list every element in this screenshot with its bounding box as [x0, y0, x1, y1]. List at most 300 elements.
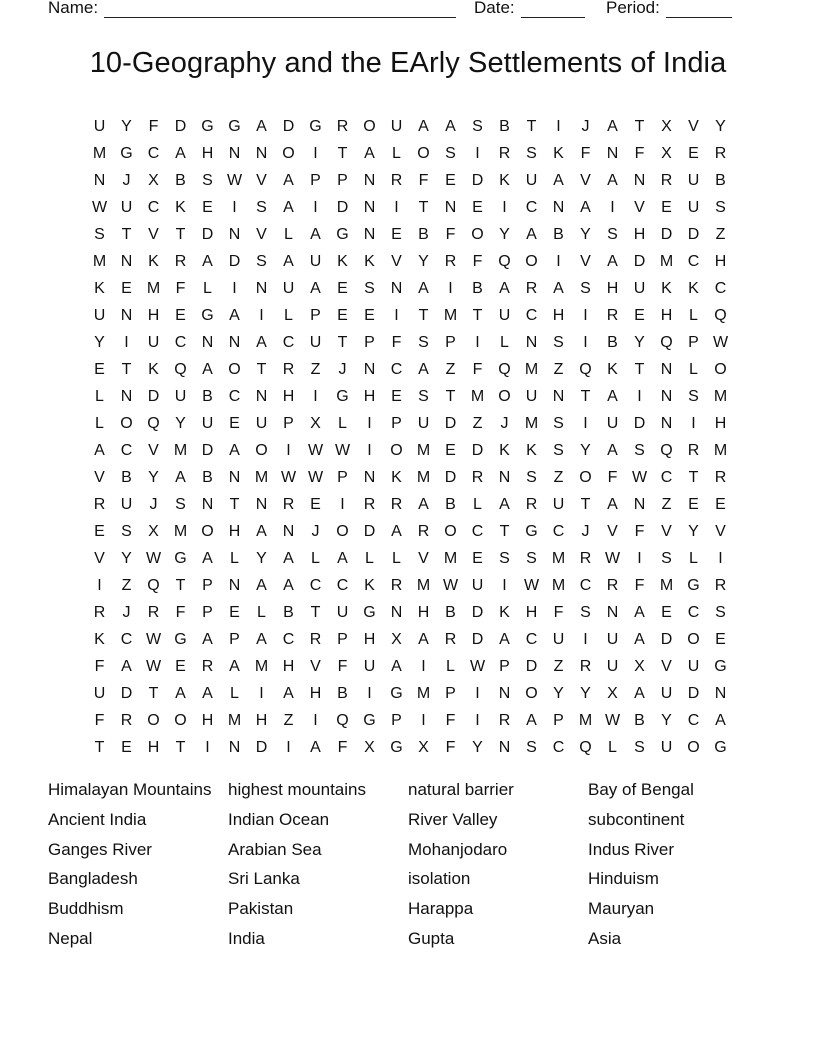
grid-letter[interactable]: A: [391, 658, 402, 675]
grid-letter[interactable]: A: [418, 361, 429, 378]
grid-letter[interactable]: N: [552, 199, 565, 216]
grid-letter[interactable]: C: [660, 469, 673, 486]
grid-letter[interactable]: J: [338, 361, 347, 378]
grid-letter[interactable]: L: [311, 550, 320, 567]
grid-letter[interactable]: K: [391, 469, 402, 486]
grid-letter[interactable]: P: [229, 631, 240, 648]
grid-letter[interactable]: G: [336, 226, 349, 243]
grid-letter[interactable]: M: [92, 253, 107, 270]
grid-letter[interactable]: C: [336, 577, 349, 594]
grid-letter[interactable]: M: [551, 577, 566, 594]
grid-letter[interactable]: O: [228, 361, 241, 378]
grid-letter[interactable]: R: [282, 496, 295, 513]
grid-letter[interactable]: H: [282, 658, 295, 675]
grid-letter[interactable]: X: [148, 523, 159, 540]
grid-letter[interactable]: I: [637, 388, 642, 405]
grid-letter[interactable]: R: [714, 469, 727, 486]
grid-letter[interactable]: F: [472, 253, 483, 270]
grid-letter[interactable]: B: [283, 604, 294, 621]
grid-letter[interactable]: S: [526, 469, 537, 486]
grid-letter[interactable]: Y: [175, 415, 186, 432]
grid-letter[interactable]: L: [284, 307, 293, 324]
grid-letter[interactable]: V: [391, 253, 402, 270]
grid-letter[interactable]: L: [392, 145, 401, 162]
grid-letter[interactable]: C: [228, 388, 241, 405]
grid-letter[interactable]: N: [606, 145, 619, 162]
grid-letter[interactable]: T: [175, 739, 186, 756]
grid-letter[interactable]: Y: [472, 739, 483, 756]
grid-letter[interactable]: A: [283, 550, 294, 567]
grid-letter[interactable]: C: [471, 523, 484, 540]
grid-letter[interactable]: X: [310, 415, 321, 432]
grid-letter[interactable]: U: [363, 658, 376, 675]
grid-letter[interactable]: R: [174, 253, 187, 270]
grid-letter[interactable]: A: [553, 172, 564, 189]
grid-letter[interactable]: U: [552, 631, 565, 648]
grid-letter[interactable]: W: [91, 199, 108, 216]
grid-letter[interactable]: Y: [418, 253, 429, 270]
grid-letter[interactable]: N: [606, 604, 619, 621]
grid-letter[interactable]: R: [93, 604, 106, 621]
grid-letter[interactable]: W: [307, 469, 324, 486]
grid-letter[interactable]: Y: [715, 118, 726, 135]
grid-letter[interactable]: C: [714, 280, 727, 297]
grid-letter[interactable]: G: [714, 658, 727, 675]
grid-letter[interactable]: I: [583, 307, 588, 324]
grid-letter[interactable]: G: [714, 739, 727, 756]
grid-letter[interactable]: A: [94, 442, 105, 459]
grid-letter[interactable]: P: [310, 172, 321, 189]
grid-letter[interactable]: S: [553, 415, 564, 432]
grid-letter[interactable]: X: [364, 739, 375, 756]
grid-letter[interactable]: C: [579, 577, 592, 594]
grid-letter[interactable]: D: [201, 442, 214, 459]
grid-letter[interactable]: H: [714, 415, 727, 432]
grid-letter[interactable]: B: [715, 172, 726, 189]
grid-letter[interactable]: U: [309, 253, 322, 270]
grid-letter[interactable]: N: [228, 469, 241, 486]
grid-letter[interactable]: A: [229, 442, 240, 459]
grid-letter[interactable]: D: [147, 388, 160, 405]
grid-letter[interactable]: T: [580, 388, 591, 405]
grid-letter[interactable]: I: [340, 496, 345, 513]
grid-letter[interactable]: E: [175, 658, 186, 675]
grid-letter[interactable]: Y: [499, 226, 510, 243]
grid-letter[interactable]: I: [610, 199, 615, 216]
grid-letter[interactable]: F: [148, 118, 159, 135]
grid-letter[interactable]: C: [552, 523, 565, 540]
grid-letter[interactable]: B: [553, 226, 564, 243]
grid-letter[interactable]: S: [715, 199, 726, 216]
grid-letter[interactable]: P: [391, 712, 402, 729]
grid-letter[interactable]: S: [580, 280, 591, 297]
grid-letter[interactable]: A: [202, 361, 213, 378]
grid-letter[interactable]: Q: [660, 442, 673, 459]
grid-letter[interactable]: B: [121, 469, 132, 486]
grid-letter[interactable]: H: [201, 712, 214, 729]
grid-letter[interactable]: I: [286, 739, 291, 756]
grid-letter[interactable]: F: [418, 172, 429, 189]
grid-letter[interactable]: L: [338, 415, 347, 432]
grid-letter[interactable]: S: [445, 145, 456, 162]
grid-letter[interactable]: A: [283, 577, 294, 594]
grid-letter[interactable]: B: [499, 118, 510, 135]
grid-letter[interactable]: K: [148, 253, 159, 270]
grid-letter[interactable]: E: [202, 199, 213, 216]
grid-letter[interactable]: I: [124, 334, 129, 351]
grid-letter[interactable]: R: [363, 496, 376, 513]
grid-letter[interactable]: R: [120, 712, 133, 729]
grid-letter[interactable]: N: [363, 361, 376, 378]
grid-letter[interactable]: A: [175, 685, 186, 702]
grid-letter[interactable]: W: [523, 577, 540, 594]
grid-letter[interactable]: U: [120, 496, 133, 513]
grid-letter[interactable]: P: [310, 307, 321, 324]
grid-letter[interactable]: H: [282, 388, 295, 405]
grid-letter[interactable]: A: [553, 280, 564, 297]
grid-letter[interactable]: A: [256, 118, 267, 135]
grid-letter[interactable]: H: [552, 307, 565, 324]
grid-letter[interactable]: D: [633, 253, 646, 270]
grid-letter[interactable]: T: [418, 307, 429, 324]
grid-letter[interactable]: D: [444, 415, 457, 432]
grid-letter[interactable]: Q: [147, 577, 160, 594]
grid-letter[interactable]: Z: [715, 226, 726, 243]
grid-letter[interactable]: A: [229, 658, 240, 675]
grid-letter[interactable]: Q: [498, 253, 511, 270]
grid-letter[interactable]: N: [282, 523, 295, 540]
grid-letter[interactable]: R: [390, 172, 403, 189]
grid-letter[interactable]: M: [254, 658, 269, 675]
grid-letter[interactable]: F: [634, 145, 645, 162]
grid-letter[interactable]: R: [444, 253, 457, 270]
grid-letter[interactable]: O: [525, 253, 538, 270]
grid-letter[interactable]: F: [94, 658, 105, 675]
grid-letter[interactable]: N: [201, 496, 214, 513]
grid-letter[interactable]: Z: [283, 712, 294, 729]
grid-letter[interactable]: K: [94, 631, 105, 648]
grid-letter[interactable]: S: [499, 550, 510, 567]
grid-letter[interactable]: E: [661, 604, 672, 621]
grid-letter[interactable]: N: [633, 172, 646, 189]
grid-letter[interactable]: P: [337, 631, 348, 648]
grid-letter[interactable]: K: [661, 280, 672, 297]
grid-letter[interactable]: D: [525, 658, 538, 675]
grid-letter[interactable]: X: [391, 631, 402, 648]
grid-letter[interactable]: E: [634, 307, 645, 324]
grid-letter[interactable]: S: [553, 442, 564, 459]
grid-letter[interactable]: A: [607, 388, 618, 405]
grid-letter[interactable]: Y: [661, 712, 672, 729]
grid-letter[interactable]: U: [687, 172, 700, 189]
grid-letter[interactable]: B: [445, 604, 456, 621]
grid-letter[interactable]: Z: [553, 469, 564, 486]
grid-letter[interactable]: P: [445, 334, 456, 351]
grid-letter[interactable]: M: [416, 685, 431, 702]
grid-letter[interactable]: A: [418, 496, 429, 513]
grid-letter[interactable]: R: [444, 631, 457, 648]
grid-letter[interactable]: A: [175, 145, 186, 162]
grid-letter[interactable]: D: [444, 469, 457, 486]
grid-letter[interactable]: T: [256, 361, 267, 378]
grid-letter[interactable]: V: [688, 118, 699, 135]
grid-letter[interactable]: M: [227, 712, 242, 729]
grid-letter[interactable]: Y: [121, 118, 132, 135]
grid-letter[interactable]: A: [310, 739, 321, 756]
grid-letter[interactable]: H: [363, 388, 376, 405]
grid-letter[interactable]: S: [661, 550, 672, 567]
grid-letter[interactable]: E: [229, 604, 240, 621]
grid-letter[interactable]: A: [283, 685, 294, 702]
grid-letter[interactable]: U: [174, 388, 187, 405]
grid-letter[interactable]: A: [121, 658, 132, 675]
grid-letter[interactable]: W: [145, 631, 162, 648]
grid-letter[interactable]: V: [715, 523, 726, 540]
grid-letter[interactable]: Q: [498, 361, 511, 378]
grid-letter[interactable]: G: [390, 739, 403, 756]
grid-letter[interactable]: F: [445, 712, 456, 729]
grid-letter[interactable]: L: [95, 388, 104, 405]
grid-letter[interactable]: G: [120, 145, 133, 162]
grid-letter[interactable]: T: [688, 469, 699, 486]
grid-letter[interactable]: N: [660, 361, 673, 378]
grid-letter[interactable]: A: [445, 118, 456, 135]
grid-letter[interactable]: A: [202, 253, 213, 270]
grid-letter[interactable]: T: [148, 685, 159, 702]
grid-letter[interactable]: T: [634, 118, 645, 135]
grid-letter[interactable]: L: [365, 550, 374, 567]
grid-letter[interactable]: G: [363, 712, 376, 729]
grid-letter[interactable]: A: [229, 307, 240, 324]
grid-letter[interactable]: M: [173, 442, 188, 459]
grid-letter[interactable]: V: [148, 442, 159, 459]
grid-letter[interactable]: S: [175, 496, 186, 513]
grid-letter[interactable]: B: [175, 172, 186, 189]
grid-letter[interactable]: B: [202, 469, 213, 486]
grid-letter[interactable]: P: [202, 604, 213, 621]
grid-letter[interactable]: W: [280, 469, 297, 486]
grid-letter[interactable]: R: [309, 631, 322, 648]
grid-letter[interactable]: D: [471, 172, 484, 189]
grid-letter[interactable]: N: [255, 280, 268, 297]
grid-letter[interactable]: Z: [472, 415, 483, 432]
grid-letter[interactable]: D: [282, 118, 295, 135]
grid-letter[interactable]: I: [448, 280, 453, 297]
grid-letter[interactable]: P: [553, 712, 564, 729]
grid-letter[interactable]: O: [471, 226, 484, 243]
grid-letter[interactable]: R: [579, 550, 592, 567]
grid-letter[interactable]: V: [580, 253, 591, 270]
grid-letter[interactable]: O: [444, 523, 457, 540]
grid-letter[interactable]: S: [688, 388, 699, 405]
grid-letter[interactable]: C: [147, 199, 160, 216]
grid-letter[interactable]: F: [634, 577, 645, 594]
grid-letter[interactable]: S: [634, 739, 645, 756]
grid-letter[interactable]: U: [120, 199, 133, 216]
grid-letter[interactable]: K: [553, 145, 564, 162]
grid-letter[interactable]: R: [417, 523, 430, 540]
grid-letter[interactable]: X: [418, 739, 429, 756]
grid-letter[interactable]: I: [583, 631, 588, 648]
grid-letter[interactable]: D: [471, 631, 484, 648]
grid-letter[interactable]: D: [201, 226, 214, 243]
grid-letter[interactable]: T: [418, 199, 429, 216]
grid-letter[interactable]: T: [229, 496, 240, 513]
grid-letter[interactable]: C: [525, 199, 538, 216]
grid-letter[interactable]: C: [687, 253, 700, 270]
grid-letter[interactable]: P: [202, 577, 213, 594]
grid-letter[interactable]: U: [525, 172, 538, 189]
grid-letter[interactable]: A: [283, 253, 294, 270]
grid-letter[interactable]: M: [443, 307, 458, 324]
grid-letter[interactable]: E: [688, 145, 699, 162]
grid-letter[interactable]: A: [337, 550, 348, 567]
grid-letter[interactable]: I: [313, 199, 318, 216]
grid-letter[interactable]: A: [634, 631, 645, 648]
grid-letter[interactable]: E: [364, 307, 375, 324]
grid-letter[interactable]: R: [471, 469, 484, 486]
grid-letter[interactable]: R: [390, 577, 403, 594]
grid-letter[interactable]: V: [607, 523, 618, 540]
grid-letter[interactable]: I: [502, 577, 507, 594]
grid-letter[interactable]: Z: [310, 361, 321, 378]
grid-letter[interactable]: S: [526, 145, 537, 162]
grid-letter[interactable]: K: [364, 253, 375, 270]
grid-letter[interactable]: J: [581, 118, 590, 135]
grid-letter[interactable]: B: [634, 712, 645, 729]
grid-letter[interactable]: V: [256, 172, 267, 189]
grid-letter[interactable]: L: [203, 280, 212, 297]
grid-letter[interactable]: U: [660, 685, 673, 702]
grid-letter[interactable]: N: [390, 280, 403, 297]
grid-letter[interactable]: V: [310, 658, 321, 675]
grid-letter[interactable]: F: [445, 226, 456, 243]
grid-letter[interactable]: D: [363, 523, 376, 540]
grid-letter[interactable]: W: [145, 550, 162, 567]
grid-letter[interactable]: W: [334, 442, 351, 459]
grid-letter[interactable]: V: [418, 550, 429, 567]
grid-letter[interactable]: M: [443, 550, 458, 567]
name-blank[interactable]: [104, 1, 456, 18]
grid-letter[interactable]: L: [446, 658, 455, 675]
grid-letter[interactable]: U: [606, 658, 619, 675]
grid-letter[interactable]: T: [499, 523, 510, 540]
grid-letter[interactable]: O: [687, 631, 700, 648]
grid-letter[interactable]: O: [282, 145, 295, 162]
grid-letter[interactable]: G: [525, 523, 538, 540]
grid-letter[interactable]: S: [580, 604, 591, 621]
grid-letter[interactable]: R: [390, 496, 403, 513]
grid-letter[interactable]: C: [309, 577, 322, 594]
grid-letter[interactable]: Y: [634, 334, 645, 351]
grid-letter[interactable]: N: [228, 226, 241, 243]
grid-letter[interactable]: U: [660, 739, 673, 756]
grid-letter[interactable]: P: [337, 469, 348, 486]
grid-letter[interactable]: E: [391, 388, 402, 405]
grid-letter[interactable]: A: [526, 226, 537, 243]
grid-letter[interactable]: S: [553, 334, 564, 351]
grid-letter[interactable]: K: [94, 280, 105, 297]
grid-letter[interactable]: D: [228, 253, 241, 270]
grid-letter[interactable]: T: [175, 577, 186, 594]
grid-letter[interactable]: A: [310, 226, 321, 243]
grid-letter[interactable]: S: [526, 739, 537, 756]
grid-letter[interactable]: T: [337, 334, 348, 351]
grid-letter[interactable]: M: [470, 388, 485, 405]
grid-letter[interactable]: F: [175, 604, 186, 621]
grid-letter[interactable]: G: [309, 118, 322, 135]
grid-letter[interactable]: E: [472, 550, 483, 567]
grid-letter[interactable]: Y: [94, 334, 105, 351]
grid-letter[interactable]: P: [445, 685, 456, 702]
grid-letter[interactable]: U: [390, 118, 403, 135]
grid-letter[interactable]: C: [687, 604, 700, 621]
grid-letter[interactable]: C: [120, 442, 133, 459]
grid-letter[interactable]: Z: [553, 658, 564, 675]
grid-letter[interactable]: O: [120, 415, 133, 432]
grid-letter[interactable]: I: [637, 550, 642, 567]
grid-letter[interactable]: H: [633, 226, 646, 243]
grid-letter[interactable]: S: [202, 172, 213, 189]
grid-letter[interactable]: H: [660, 307, 673, 324]
grid-letter[interactable]: H: [525, 604, 538, 621]
grid-letter[interactable]: D: [633, 415, 646, 432]
grid-letter[interactable]: I: [313, 712, 318, 729]
grid-letter[interactable]: W: [442, 577, 459, 594]
grid-letter[interactable]: H: [714, 253, 727, 270]
grid-letter[interactable]: F: [337, 739, 348, 756]
grid-letter[interactable]: O: [336, 523, 349, 540]
grid-letter[interactable]: X: [607, 685, 618, 702]
grid-letter[interactable]: N: [363, 226, 376, 243]
grid-letter[interactable]: U: [201, 415, 214, 432]
grid-letter[interactable]: U: [606, 631, 619, 648]
grid-letter[interactable]: T: [121, 361, 132, 378]
grid-letter[interactable]: N: [390, 604, 403, 621]
grid-letter[interactable]: O: [525, 685, 538, 702]
grid-letter[interactable]: G: [174, 550, 187, 567]
grid-letter[interactable]: L: [689, 307, 698, 324]
grid-letter[interactable]: H: [309, 685, 322, 702]
grid-letter[interactable]: Y: [256, 550, 267, 567]
grid-letter[interactable]: H: [228, 523, 241, 540]
grid-letter[interactable]: C: [282, 334, 295, 351]
grid-letter[interactable]: K: [337, 253, 348, 270]
grid-letter[interactable]: A: [580, 199, 591, 216]
grid-letter[interactable]: F: [391, 334, 402, 351]
grid-letter[interactable]: R: [498, 712, 511, 729]
grid-letter[interactable]: A: [202, 631, 213, 648]
grid-letter[interactable]: J: [149, 496, 158, 513]
grid-letter[interactable]: J: [500, 415, 509, 432]
grid-letter[interactable]: Z: [445, 361, 456, 378]
grid-letter[interactable]: R: [606, 307, 619, 324]
grid-letter[interactable]: Q: [579, 361, 592, 378]
grid-letter[interactable]: Q: [579, 739, 592, 756]
grid-letter[interactable]: N: [363, 172, 376, 189]
grid-letter[interactable]: Z: [121, 577, 132, 594]
grid-letter[interactable]: I: [367, 415, 372, 432]
grid-letter[interactable]: I: [259, 307, 264, 324]
grid-letter[interactable]: H: [201, 145, 214, 162]
grid-letter[interactable]: N: [498, 469, 511, 486]
grid-letter[interactable]: W: [307, 442, 324, 459]
grid-letter[interactable]: A: [256, 523, 267, 540]
grid-letter[interactable]: I: [232, 199, 237, 216]
grid-letter[interactable]: T: [94, 739, 105, 756]
grid-letter[interactable]: H: [363, 631, 376, 648]
grid-letter[interactable]: A: [607, 496, 618, 513]
